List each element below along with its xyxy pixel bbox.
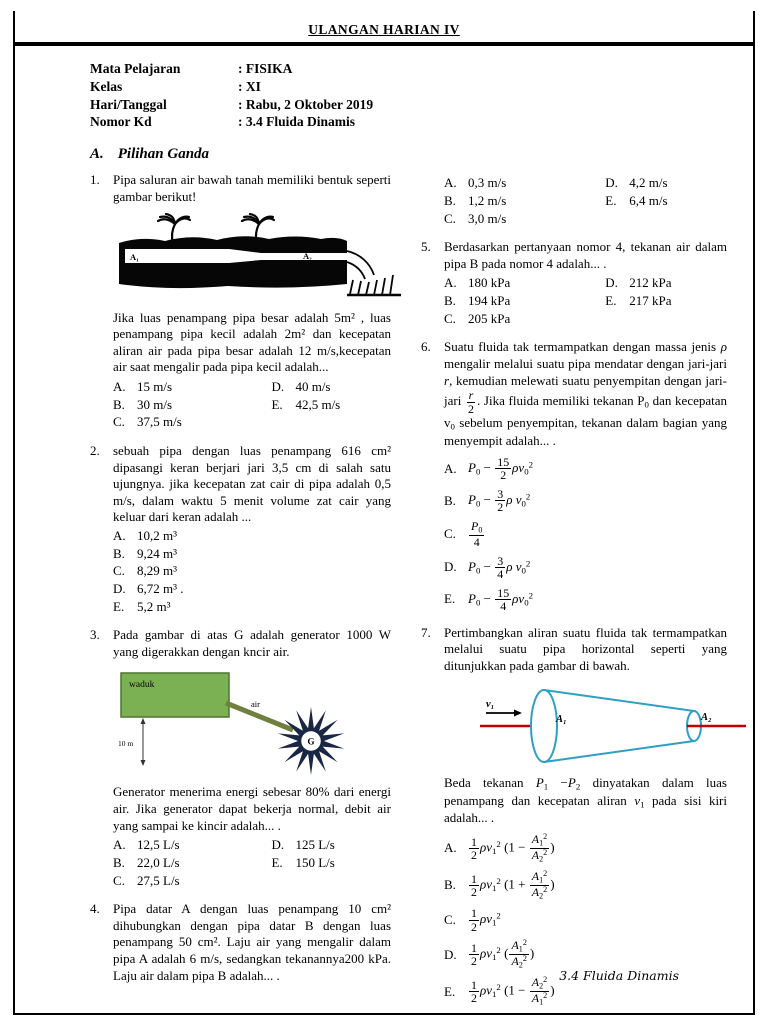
answer-option-label: E. — [605, 293, 617, 308]
question-1-intro: Pipa saluran air bawah tanah memiliki bentuk seperti gambar berikut! — [113, 172, 391, 204]
label-a1: A₁ — [556, 713, 567, 725]
answer-option — [113, 855, 271, 872]
answer-option-label: E. — [113, 598, 125, 614]
answer-option-label: A. — [444, 840, 457, 856]
label-waduk: waduk — [129, 680, 155, 691]
question-2-number: 2. — [90, 442, 100, 458]
answer-option — [113, 546, 391, 563]
answer-option-label: C. — [113, 872, 125, 888]
answer-option-text: 6,72 m³ . — [137, 580, 184, 596]
answer-option-text: 150 L/s — [295, 854, 335, 870]
right-column — [421, 172, 727, 1019]
question-4 — [90, 901, 391, 984]
answer-option-label: A. — [113, 837, 126, 853]
answer-option-label: C. — [113, 414, 125, 430]
dimension-arrow-top — [141, 718, 146, 724]
label-air: air — [251, 699, 260, 710]
question-5-body: Berdasarkan pertanyaan nomor 4, tekanan air dalam pipa B pada nomor 4 adalah... . — [444, 239, 727, 271]
question-1-options — [113, 378, 391, 431]
info-value: : 3.4 Fluida Dinamis — [238, 114, 356, 130]
page-title: ULANGAN HARIAN IV — [308, 22, 460, 37]
answer-option-label: C. — [444, 210, 456, 226]
label-a2: A₂ — [701, 711, 712, 723]
question-7-body: Beda tekanan $P_1 -P_2$ dinyatakan dalam luas penampang dan kecepatan aliran $v_1$ pada sisi kiri adalah... . — [444, 774, 727, 826]
info-value: : FISIKA — [238, 61, 293, 76]
answer-option — [113, 581, 391, 598]
dimension-arrow-bottom — [141, 760, 146, 766]
label-a2: A₂ — [303, 250, 312, 261]
answer-option — [444, 456, 727, 482]
question-2 — [90, 443, 391, 615]
answer-option — [271, 837, 391, 854]
answer-option — [605, 175, 727, 192]
answer-option — [605, 293, 727, 310]
answer-option-label: B. — [444, 877, 456, 893]
answer-option-label: C. — [444, 911, 456, 927]
page-border — [13, 11, 755, 1015]
question-3-options-right — [271, 836, 391, 889]
answer-option-text: $\frac{P_0}{4}$ — [471, 518, 483, 549]
answer-option-label: D. — [605, 175, 618, 191]
answer-option-label: E. — [605, 192, 617, 208]
answer-option-text: 125 L/s — [295, 837, 335, 853]
answer-option-label: E. — [444, 591, 456, 607]
answer-option-text: 30 m/s — [137, 396, 173, 412]
question-5 — [421, 239, 727, 327]
answer-option — [113, 397, 271, 414]
answer-option — [444, 193, 605, 210]
answer-option — [605, 275, 727, 292]
answer-option-text: 22,0 L/s — [137, 854, 180, 870]
info-row-class — [90, 78, 727, 96]
question-6-options — [444, 456, 727, 613]
answer-option-text: $\frac{1}{2}$ $\rho v_1^2$ (1 − $\frac{A_1^2}{A_2^2}$ ) — [471, 832, 555, 864]
answer-option-text: 194 kPa — [468, 293, 511, 308]
question-5-options-right — [605, 274, 727, 327]
page-content — [15, 46, 753, 1019]
answer-option-label: B. — [444, 293, 456, 308]
question-4-options-indent — [421, 172, 444, 227]
label-height: 10 m — [118, 739, 134, 749]
question-1-number: 1. — [90, 172, 100, 188]
answer-option — [444, 275, 605, 292]
answer-option — [113, 528, 391, 545]
answer-option — [605, 193, 727, 210]
answer-option-text: 10,2 m³ — [137, 528, 178, 543]
answer-option — [444, 870, 727, 901]
answer-option — [444, 520, 727, 549]
answer-option — [444, 311, 605, 328]
section-heading — [90, 146, 727, 163]
label-generator: G — [307, 736, 315, 747]
answer-option — [271, 379, 391, 396]
answer-option-label: D. — [444, 559, 457, 575]
label-v1: v₁ — [486, 698, 495, 710]
answer-option-text: 15 m/s — [137, 379, 173, 394]
section-title: Pilihan Ganda — [117, 146, 210, 163]
info-row-kd — [90, 113, 727, 131]
question-4-options-left — [444, 174, 605, 227]
answer-option-label: D. — [113, 580, 126, 596]
answer-option-text: $\frac{1}{2}$ $\rho v_1^2$ ( $\frac{A_1^2}{A_2^2}$ ) — [471, 938, 535, 970]
answer-option-label: A. — [113, 528, 126, 543]
answer-option — [444, 293, 605, 310]
answer-option-label: B. — [113, 545, 125, 561]
answer-option — [113, 599, 391, 616]
outflow-splash — [347, 251, 401, 295]
question-7-number: 7. — [421, 624, 431, 640]
answer-option-text: 8,29 m³ — [137, 563, 178, 579]
answer-option-label: C. — [113, 563, 125, 579]
answer-option-label: C. — [444, 310, 456, 326]
answer-option-text: 217 kPa — [629, 293, 672, 308]
answer-option-label: A. — [444, 175, 457, 191]
answer-option-label: A. — [444, 275, 457, 291]
answer-option — [444, 555, 727, 581]
answer-option-text: $P_0$ − $\frac{3}{4}$ ρ $v_0^2$ — [468, 553, 531, 582]
answer-option-text: 6,4 m/s — [629, 192, 668, 208]
question-1-options-right — [271, 378, 391, 431]
answer-option — [444, 175, 605, 192]
answer-option-text: 27,5 L/s — [137, 872, 180, 888]
answer-option-text: 12,5 L/s — [137, 837, 180, 853]
answer-option — [113, 837, 271, 854]
question-7-intro: Pertimbangkan aliran suatu fluida tak termampatkan melalui suatu pipa horizontal seperti yang ditunjukkan pada gambar di bawah. — [444, 624, 727, 673]
answer-option — [113, 873, 271, 890]
question-3-intro: Pada gambar di atas G adalah generator 1000 W yang digerakkan dengan kncir air. — [113, 627, 391, 659]
question-5-number: 5. — [421, 239, 431, 255]
answer-option-text: $P_0$ − $\frac{3}{2}$ ρ $v_0^2$ — [468, 486, 531, 515]
info-value: : Rabu, 2 Oktober 2019 — [238, 96, 374, 112]
answer-option — [444, 587, 727, 613]
answer-option-text: 3,0 m/s — [468, 210, 507, 226]
answer-option-text: $P_0$ − $\frac{15}{2}$ $\rho v_0^2$ — [468, 454, 534, 483]
question-7 — [421, 625, 727, 1008]
question-2-body: sebuah pipa dengan luas penampang 616 cm² dipasangi keran berjari jari 3,5 cm di salah satu ujungnya. jika kecepatan zat cair di pipa adalah 0,5 m/s, dalam waktu 5 menit volume zat cair yang keluar dari keran adalah ... — [113, 442, 391, 525]
exam-info — [90, 60, 727, 131]
answer-option-text: 212 kPa — [629, 275, 672, 291]
answer-option-label: C. — [444, 525, 456, 541]
question-5-options — [444, 274, 727, 327]
info-row-subject — [90, 60, 727, 78]
footer-note: 3.4 Fluida Dinamis — [559, 968, 679, 983]
question-4-options-block — [421, 172, 727, 227]
question-6 — [421, 339, 727, 612]
velocity-arrowhead — [514, 709, 522, 716]
info-label: Hari/Tanggal — [90, 96, 167, 112]
section-label: A. — [90, 146, 104, 163]
info-label: Kelas — [90, 78, 123, 94]
question-6-body: Suatu fluida tak termampatkan dengan massa jenis ρ mengalir melalui suatu pipa mendatar dengan jari-jari r, kemudian melewati suatu penyempitan dengan jari-jari $\frac{r}{2}$ . Jika fluida memiliki tekanan $P_0$ dan kecepatan $v_0$ sebelum penyempitan, tekanan dalam bagian yang menyempit adalah... . — [444, 339, 728, 449]
question-4-options — [444, 174, 727, 227]
answer-option-label: D. — [444, 946, 457, 962]
question-3 — [90, 627, 391, 889]
answer-option — [444, 211, 605, 228]
question-columns — [90, 172, 727, 1019]
answer-option — [444, 907, 727, 933]
info-value: : XI — [238, 78, 261, 94]
question-1-options-left — [113, 378, 271, 431]
answer-option-text: 9,24 m³ — [137, 545, 178, 561]
question-4-body: Pipa datar A dengan luas penampang 10 cm² dihubungkan dengan pipa datar B dengan luas penampang 50 cm². Laju air yang mengalir dalam pipa A adalah 6 m/s, sedangkan tekanannya200 kPa. Laju air dalam pipa B adalah... . — [113, 901, 391, 983]
answer-option-label: A. — [444, 460, 457, 476]
figure-venturi-pipe — [444, 682, 727, 770]
answer-option-text: $P_0$ − $\frac{15}{4}$ $\rho v_0^2$ — [468, 585, 534, 614]
answer-option-label: A. — [113, 379, 126, 394]
answer-option-label: D. — [271, 379, 285, 394]
answer-option-label: B. — [113, 396, 125, 412]
question-3-options — [113, 836, 391, 889]
answer-option — [444, 939, 727, 970]
question-3-options-left — [113, 836, 271, 889]
question-2-options — [113, 528, 391, 615]
pipe-large-section — [125, 249, 261, 263]
answer-option — [271, 397, 391, 414]
question-1 — [90, 172, 391, 431]
inlet-ellipse — [531, 690, 557, 762]
answer-option-label: E. — [444, 983, 456, 999]
figure-underground-pipe — [113, 213, 391, 305]
question-3-number: 3. — [90, 627, 100, 643]
answer-option-text: $\frac{1}{2}$ $\rho v_1^2$ (1 + $\frac{A_1^2}{A_2^2}$ ) — [471, 869, 555, 901]
question-5-options-left — [444, 274, 605, 327]
question-6-number: 6. — [421, 339, 431, 355]
answer-option-text: 5,2 m³ — [137, 598, 171, 614]
question-4-number: 4. — [90, 901, 100, 917]
answer-option — [113, 379, 271, 396]
answer-option-text: 180 kPa — [468, 275, 511, 291]
answer-option — [113, 414, 271, 431]
answer-option-text: 37,5 m/s — [137, 414, 182, 430]
answer-option-text: 0,3 m/s — [468, 175, 507, 191]
question-4-options-right — [605, 174, 727, 227]
answer-option-text: 42,5 m/s — [295, 396, 341, 412]
answer-option-label: B. — [444, 492, 456, 508]
info-row-date — [90, 96, 727, 114]
answer-option-label: D. — [605, 275, 618, 291]
answer-option-text: 205 kPa — [468, 310, 511, 326]
question-1-body: Jika luas penampang pipa besar adalah 5m² , luas penampang pipa kecil adalah 2m² dan kecepatan aliran air pada pipa besar adalah 12 m/s,kecepatan air saat mengalir pada pipa kecil adalah... — [113, 309, 391, 375]
answer-option-label: D. — [271, 837, 285, 853]
answer-option-label: E. — [271, 854, 283, 870]
answer-option — [444, 488, 727, 514]
label-a1: A₁ — [130, 251, 139, 262]
left-column — [90, 172, 391, 1019]
answer-option-text: $\frac{1}{2}$ $\rho v_1^2$ — [471, 906, 501, 934]
answer-option — [444, 833, 727, 864]
info-label: Nomor Kd — [90, 114, 152, 130]
question-3-body: Generator menerima energi sebesar 80% dari energi air. Jika generator dapat bekerja normal, debit air yang sampai ke kincir adalah... . — [113, 784, 391, 833]
answer-option-text: 40 m/s — [295, 379, 331, 394]
answer-option — [113, 563, 391, 580]
answer-option-label: E. — [271, 396, 283, 412]
answer-option-text: $\frac{1}{2}$ $\rho v_1^2$ (1 − $\frac{A_2^2}{A_1^2}$ ) — [471, 975, 555, 1007]
answer-option — [271, 855, 391, 872]
info-label: Mata Pelajaran — [90, 61, 181, 76]
answer-option-text: 4,2 m/s — [629, 175, 668, 191]
answer-option-text: 1,2 m/s — [468, 192, 507, 208]
figure-reservoir-turbine — [113, 667, 391, 779]
answer-option-label: B. — [113, 854, 125, 870]
answer-option-label: B. — [444, 192, 456, 208]
